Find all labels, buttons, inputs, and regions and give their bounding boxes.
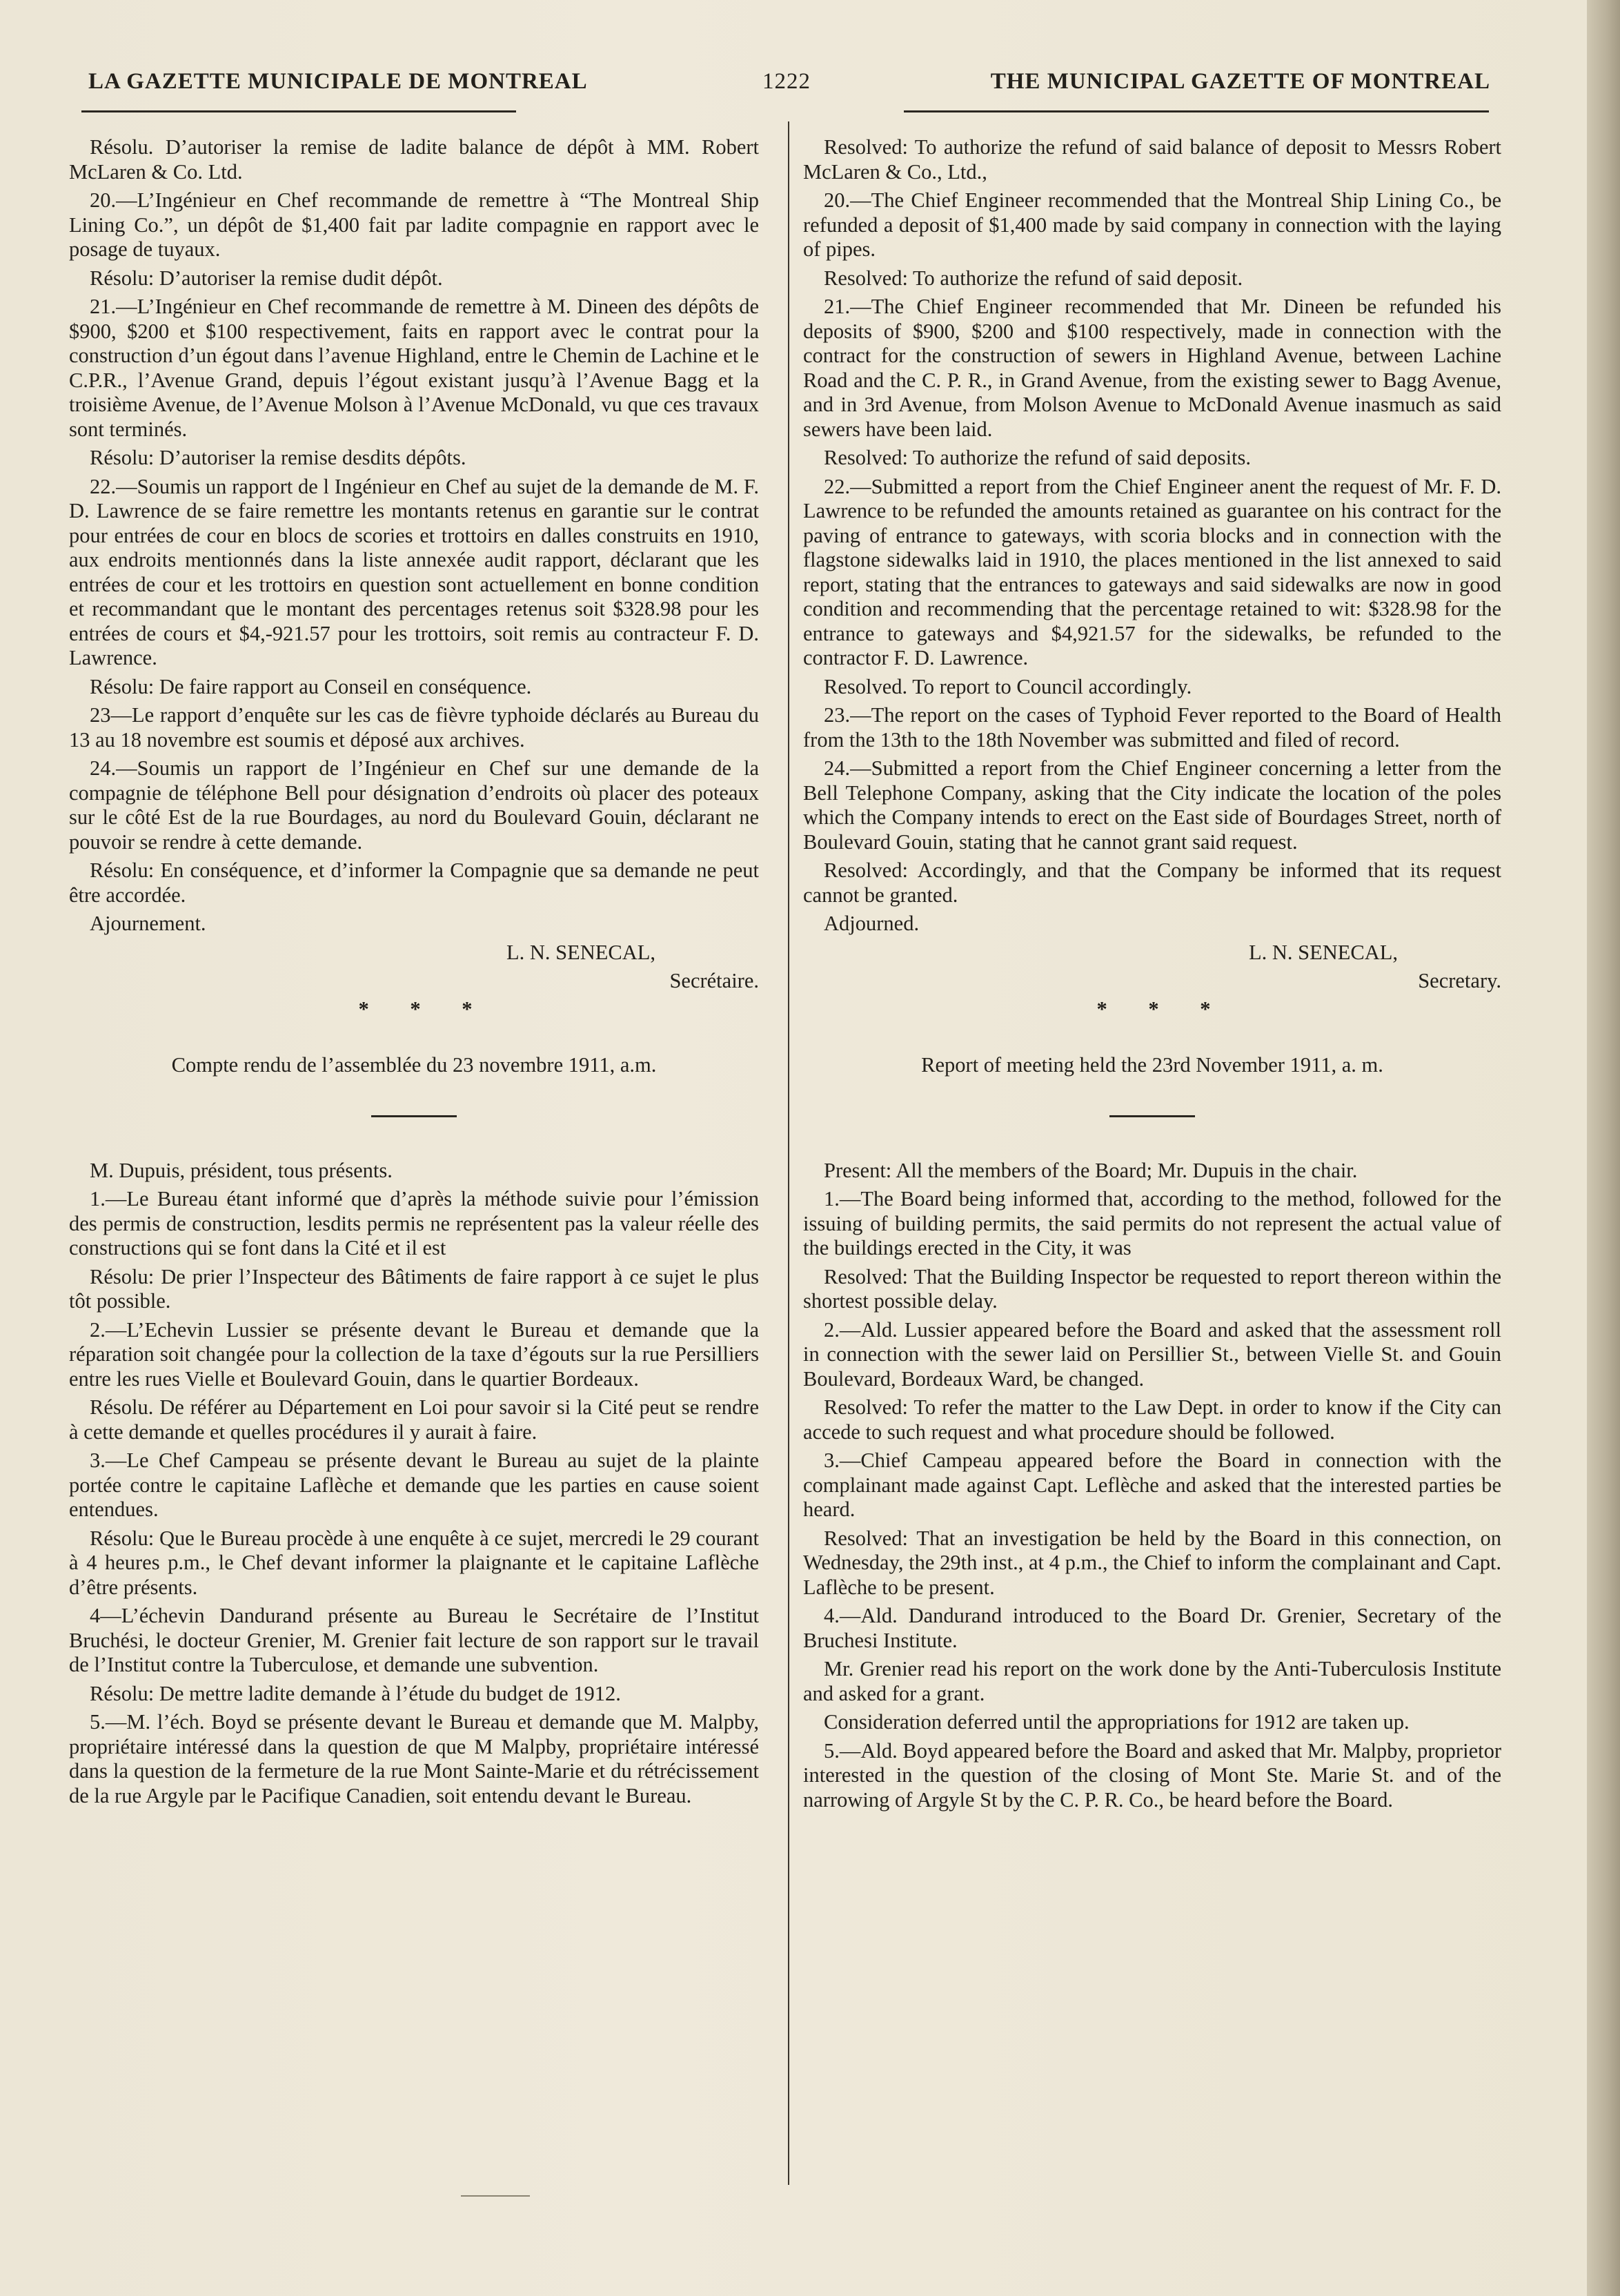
- paragraph: 5.—Ald. Boyd appeared before the Board and asked that Mr. Malpby, proprietor interested in the question of the closing of Mont Ste. Marie St. and of the narrowing of Argyle St by the C. P. R. Co., be heard before the Board.: [803, 1738, 1501, 1812]
- paragraph: Résolu: D’autoriser la remise desdits dépôts.: [90, 446, 466, 469]
- title-rule: [1109, 1115, 1195, 1117]
- paragraph: Present: All the members of the Board; Mr. Dupuis in the chair.: [824, 1158, 1358, 1182]
- paragraph: Resolved: To authorize the refund of said balance of deposit to Messrs Robert McLaren & Co., Ltd.,: [803, 135, 1501, 184]
- page-edge: [1587, 0, 1620, 2296]
- paragraph: 22.—Submitted a report from the Chief Engineer anent the request of Mr. F. D. Lawrence to be refunded the amounts retained as guarantee on his contract for the paving of entrance to gateways, with scoria blocks and in connection with the flagstone sidewalks laid in 1910, the places mentioned in the list annexed to said report, stating that the entrances to gateways and said sidewalks are now in good condition and recommending that the percentage retained to wit: $328.98 for the entrance to gateways and $4,921.57 for the sidewalks, be refunded to the contractor F. D. Lawrence.: [803, 474, 1501, 669]
- paragraph: 24.—Soumis un rapport de l’Ingénieur en Chef sur une demande de la compagnie de téléphone Bell pour désignation d’endroits où placer des poteaux sur le côté Est de la rue Bourdages, au nord du Boulevard Gouin, déclarant ne pouvoir se rendre à cette demande.: [69, 756, 759, 854]
- paragraph: Mr. Grenier read his report on the work done by the Anti-Tuberculosis Institute and asked for a grant.: [803, 1657, 1501, 1705]
- paragraph: 5.—M. l’éch. Boyd se présente devant le Bureau et demande que M. Malpby, propriétaire intéressé dans la question de que M Malpby, propriétaire intéressé dans la question de la fermeture de la rue Mont Sainte-Marie et du rétrécissement de la rue Argyle par le Pacifique Canadien, soit entendu devant le Bureau.: [69, 1710, 759, 1807]
- english-column: [803, 135, 1501, 1816]
- header-rule-right: [904, 110, 1489, 112]
- paragraph: Résolu: En conséquence, et d’informer la Compagnie que sa demande ne peut être accordée.: [69, 858, 759, 907]
- paragraph: Resolved. To report to Council accordingly.: [824, 674, 1192, 698]
- paragraph: Ajournement.: [90, 912, 206, 935]
- paragraph: Resolved: To refer the matter to the Law Dept. in order to know if the City can accede to such request and what procedure should be followed.: [803, 1395, 1501, 1444]
- paragraph: 4—L’échevin Dandurand présente au Bureau le Secrétaire de l’Institut Bruchési, le docteur Grenier, M. Grenier fait lecture de son rapport sur le travail de l’Institut contre la Tuberculose, et demande une subvention.: [69, 1604, 759, 1676]
- header-english-title: THE MUNICIPAL GAZETTE OF MONTREAL: [990, 69, 1490, 94]
- paragraph: 1.—The Board being informed that, according to the method, followed for the issuing of building permits, the said permits do not represent the actual value of the buildings erected in the City, it was: [803, 1187, 1501, 1259]
- paragraph: 1.—Le Bureau étant informé que d’après la méthode suivie pour l’émission des permis de construction, lesdits permis ne représentent pas la valeur réelle des constructions qui se font dans la Cité et il est: [69, 1187, 759, 1259]
- paragraph: Résolu: Que le Bureau procède à une enquête à ce sujet, mercredi le 29 courant à 4 heures p.m., le Chef devant informer la plaignante et le capitaine Laflèche d’être présents.: [69, 1526, 759, 1599]
- paragraph: Résolu: D’autoriser la remise dudit dépôt.: [90, 266, 443, 290]
- paragraph: Adjourned.: [824, 912, 920, 935]
- paragraph: 24.—Submitted a report from the Chief Engineer concerning a letter from the Bell Telephone Company, asking that the City indicate the location of the poles which the Company intends to erect on the East side of Bourdages Street, north of Boulevard Gouin, stating that he cannot grant said request.: [803, 756, 1501, 854]
- paragraph: M. Dupuis, président, tous présents.: [90, 1158, 393, 1182]
- bottom-rule: [461, 2195, 530, 2197]
- paragraph: Resolved: To authorize the refund of said deposits.: [824, 446, 1252, 469]
- section-stars: * * *: [358, 997, 491, 1021]
- paragraph: Resolved: Accordingly, and that the Company be informed that its request cannot be granted.: [803, 858, 1501, 907]
- page-header: [88, 66, 1490, 99]
- french-column: [69, 135, 759, 1812]
- paragraph: 23—Le rapport d’enquête sur les cas de fièvre typhoide déclarés au Bureau du 13 au 18 novembre est soumis et déposé aux archives.: [69, 703, 759, 752]
- paragraph: 20.—The Chief Engineer recommended that the Montreal Ship Lining Co., be refunded a deposit of $1,400 made by said company in connection with the laying of pipes.: [803, 188, 1501, 261]
- paragraph: Resolved: That the Building Inspector be requested to report thereon within the shortest possible delay.: [803, 1264, 1501, 1313]
- paragraph: Resolved: That an investigation be held by the Board in this connection, on Wednesday, the 29th inst., at 4 p.m., the Chief to inform the complainant and Capt. Laflèche to be present.: [803, 1526, 1501, 1599]
- paragraph: Résolu. D’autoriser la remise de ladite balance de dépôt à MM. Robert McLaren & Co. Ltd.: [69, 135, 759, 184]
- report-title: Report of meeting held the 23rd November 1911, a. m.: [921, 1053, 1383, 1077]
- paragraph: Consideration deferred until the appropriations for 1912 are taken up.: [824, 1710, 1410, 1734]
- paragraph: Résolu: De prier l’Inspecteur des Bâtiments de faire rapport à ce sujet le plus tôt possible.: [69, 1264, 759, 1313]
- section-stars: * * *: [1096, 997, 1229, 1021]
- signature-title: Secretary.: [1418, 968, 1501, 992]
- report-title: Compte rendu de l’assemblée du 23 novembre 1911, a.m.: [171, 1053, 657, 1077]
- paragraph: 22.—Soumis un rapport de l Ingénieur en Chef au sujet de la demande de M. F. D. Lawrence de se faire remettre les montants retenus en garantie sur le contrat pour entrées de cour en blocs de scories et trottoirs en dalles construits en 1910, aux endroits mentionnés dans la liste annexée audit rapport, déclarant que les entrées de cour et les trottoirs en question sont actuellement en bonne condition et recommandant que le montant des percentages retenus soit $328.98 pour les entrées de cours et $4,-921.57 pour les trottoirs, soit remis au contracteur F. D. Lawrence.: [69, 474, 759, 669]
- paragraph: 3.—Chief Campeau appeared before the Board in connection with the complainant made against Capt. Leflèche and asked that the interested parties be heard.: [803, 1449, 1501, 1521]
- header-rule-left: [81, 110, 516, 112]
- page-number: 1222: [762, 69, 811, 94]
- signature-title: Secrétaire.: [669, 968, 759, 992]
- paragraph: 23.—The report on the cases of Typhoid Fever reported to the Board of Health from the 13th to the 18th November was submitted and filed of record.: [803, 703, 1501, 752]
- paragraph: Resolved: To authorize the refund of said deposit.: [824, 266, 1243, 290]
- paragraph: Résolu: De mettre ladite demande à l’étude du budget de 1912.: [90, 1681, 621, 1705]
- paragraph: Résolu. De référer au Département en Loi pour savoir si la Cité peut se rendre à cette demande et quelles procédures il y aurait à faire.: [69, 1395, 759, 1444]
- paragraph: 20.—L’Ingénieur en Chef recommande de remettre à “The Montreal Ship Lining Co.”, un dépôt de $1,400 fait par ladite compagnie en rapport avec le posage de tuyaux.: [69, 188, 759, 261]
- paragraph: 3.—Le Chef Campeau se présente devant le Bureau au sujet de la plainte portée contre le capitaine Laflèche et demande que les parties en cause soient entendues.: [69, 1449, 759, 1521]
- title-rule: [371, 1115, 457, 1117]
- paragraph: 2.—L’Echevin Lussier se présente devant le Bureau et demande que la réparation soit changée pour la collection de la taxe d’égouts sur la rue Persilliers entre les rues Vielle et Boulevard Gouin, dans le quartier Bordeaux.: [69, 1317, 759, 1391]
- paragraph: 21.—The Chief Engineer recommended that Mr. Dineen be refunded his deposits of $900, $200 and $100 respectively, made in connection with the contract for the construction of sewers in Highland Avenue, between Lachine Road and the C. P. R., in Grand Avenue, from the existing sewer to Bagg Avenue, and in 3rd Avenue, from Molson Avenue to McDonald Avenue inasmuch as said sewers have been laid.: [803, 295, 1501, 441]
- header-french-title: LA GAZETTE MUNICIPALE DE MONTREAL: [88, 69, 588, 94]
- signature-name: L. N. SENECAL,: [506, 940, 655, 964]
- paragraph: 21.—L’Ingénieur en Chef recommande de remettre à M. Dineen des dépôts de $900, $200 et $100 respectivement, faits en rapport avec le contrat pour la construction d’un égout dans l’avenue Highland, entre le Chemin de Lachine et le C.P.R., l’Avenue Grand, depuis l’égout existant jusqu’à l’Avenue Bagg et la troisième Avenue, de l’Avenue Molson à l’Avenue McDonald, vu que ces travaux sont terminés.: [69, 295, 759, 441]
- paragraph: 2.—Ald. Lussier appeared before the Board and asked that the assessment roll in connection with the sewer laid on Persillier St., between Vielle St. and Gouin Boulevard, Bordeaux Ward, be changed.: [803, 1317, 1501, 1391]
- column-separator: [788, 121, 789, 2185]
- signature-name: L. N. SENECAL,: [1248, 940, 1398, 964]
- paragraph: Résolu: De faire rapport au Conseil en conséquence.: [90, 674, 532, 698]
- paragraph: 4.—Ald. Dandurand introduced to the Board Dr. Grenier, Secretary of the Bruchesi Institute.: [803, 1604, 1501, 1652]
